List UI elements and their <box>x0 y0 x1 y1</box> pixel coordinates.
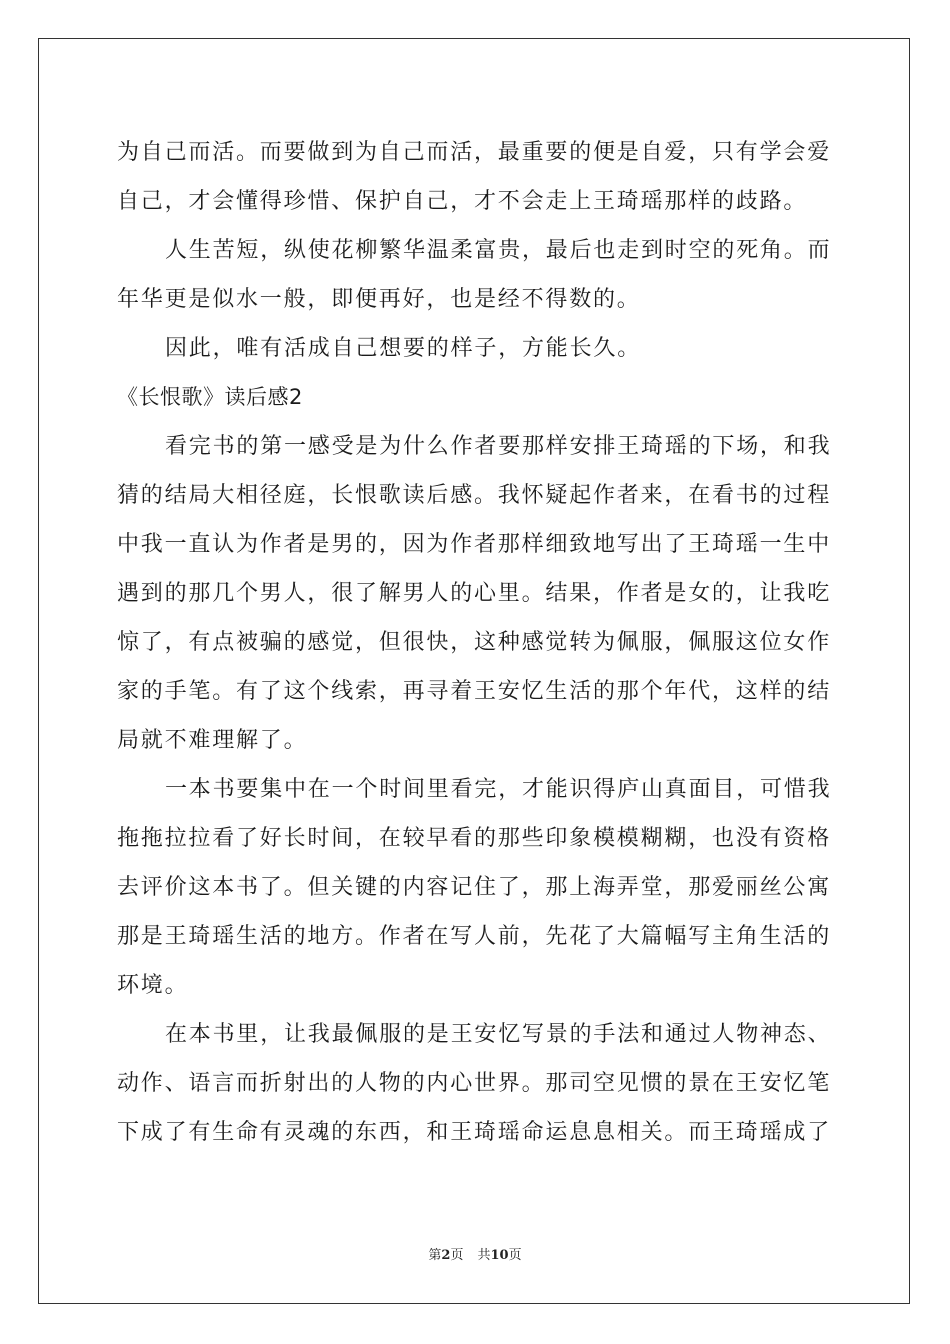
text-line: 家的手笔。有了这个线索，再寻着王安忆生活的那个年代，这样的结 <box>117 679 832 704</box>
page-footer <box>0 1244 950 1263</box>
paragraph <box>117 765 837 1010</box>
text-line: 去评价这本书了。但关键的内容记住了，那上海弄堂，那爱丽丝公寓 <box>117 875 832 900</box>
page-suffix: 页 <box>450 1248 464 1263</box>
section-heading: 《长恨歌》读后感2 <box>117 385 303 409</box>
paragraph <box>117 422 837 765</box>
page-prefix: 第 <box>428 1248 442 1263</box>
text-line: 猜的结局大相径庭，长恨歌读后感。我怀疑起作者来，在看书的过程 <box>117 483 832 508</box>
total-prefix: 共 <box>477 1248 491 1263</box>
text-line: 一本书要集中在一个时间里看完，才能识得庐山真面目，可惜我 <box>165 777 832 802</box>
text-line: 年华更是似水一般，即便再好，也是经不得数的。 <box>117 287 641 312</box>
text-line: 环境。 <box>117 973 189 998</box>
text-line: 自己，才会懂得珍惜、保护自己，才不会走上王琦瑶那样的歧路。 <box>117 189 808 214</box>
text-line: 局就不难理解了。 <box>117 728 308 753</box>
page-number: 2 <box>441 1248 451 1263</box>
text-line: 遇到的那几个男人，很了解男人的心里。结果，作者是女的，让我吃 <box>117 581 832 606</box>
text-line: 因此，唯有活成自己想要的样子，方能长久。 <box>165 336 642 361</box>
paragraph <box>117 128 837 226</box>
paragraph <box>117 324 837 373</box>
text-line: 下成了有生命有灵魂的东西，和王琦瑶命运息息相关。而王琦瑶成了 <box>117 1120 832 1145</box>
text-line: 为自己而活。而要做到为自己而活，最重要的便是自爱，只有学会爱 <box>117 140 832 165</box>
text-line: 人生苦短，纵使花柳繁华温柔富贵，最后也走到时空的死角。而 <box>165 238 832 263</box>
total-pages: 10 <box>490 1248 509 1263</box>
text-line: 那是王琦瑶生活的地方。作者在写人前，先花了大篇幅写主角生活的 <box>117 924 832 949</box>
text-line: 看完书的第一感受是为什么作者要那样安排王琦瑶的下场，和我 <box>165 434 832 459</box>
document-body <box>117 128 837 1157</box>
text-line: 在本书里，让我最佩服的是王安忆写景的手法和通过人物神态、 <box>165 1022 832 1047</box>
text-line: 中我一直认为作者是男的，因为作者那样细致地写出了王琦瑶一生中 <box>117 532 832 557</box>
paragraph <box>117 226 837 324</box>
text-line: 惊了，有点被骗的感觉，但很快，这种感觉转为佩服，佩服这位女作 <box>117 630 832 655</box>
text-line: 拖拖拉拉看了好长时间，在较早看的那些印象模模糊糊，也没有资格 <box>117 826 832 851</box>
total-suffix: 页 <box>508 1248 522 1263</box>
text-line: 动作、语言而折射出的人物的内心世界。那司空见惯的景在王安忆笔 <box>117 1071 832 1096</box>
paragraph <box>117 1010 837 1157</box>
